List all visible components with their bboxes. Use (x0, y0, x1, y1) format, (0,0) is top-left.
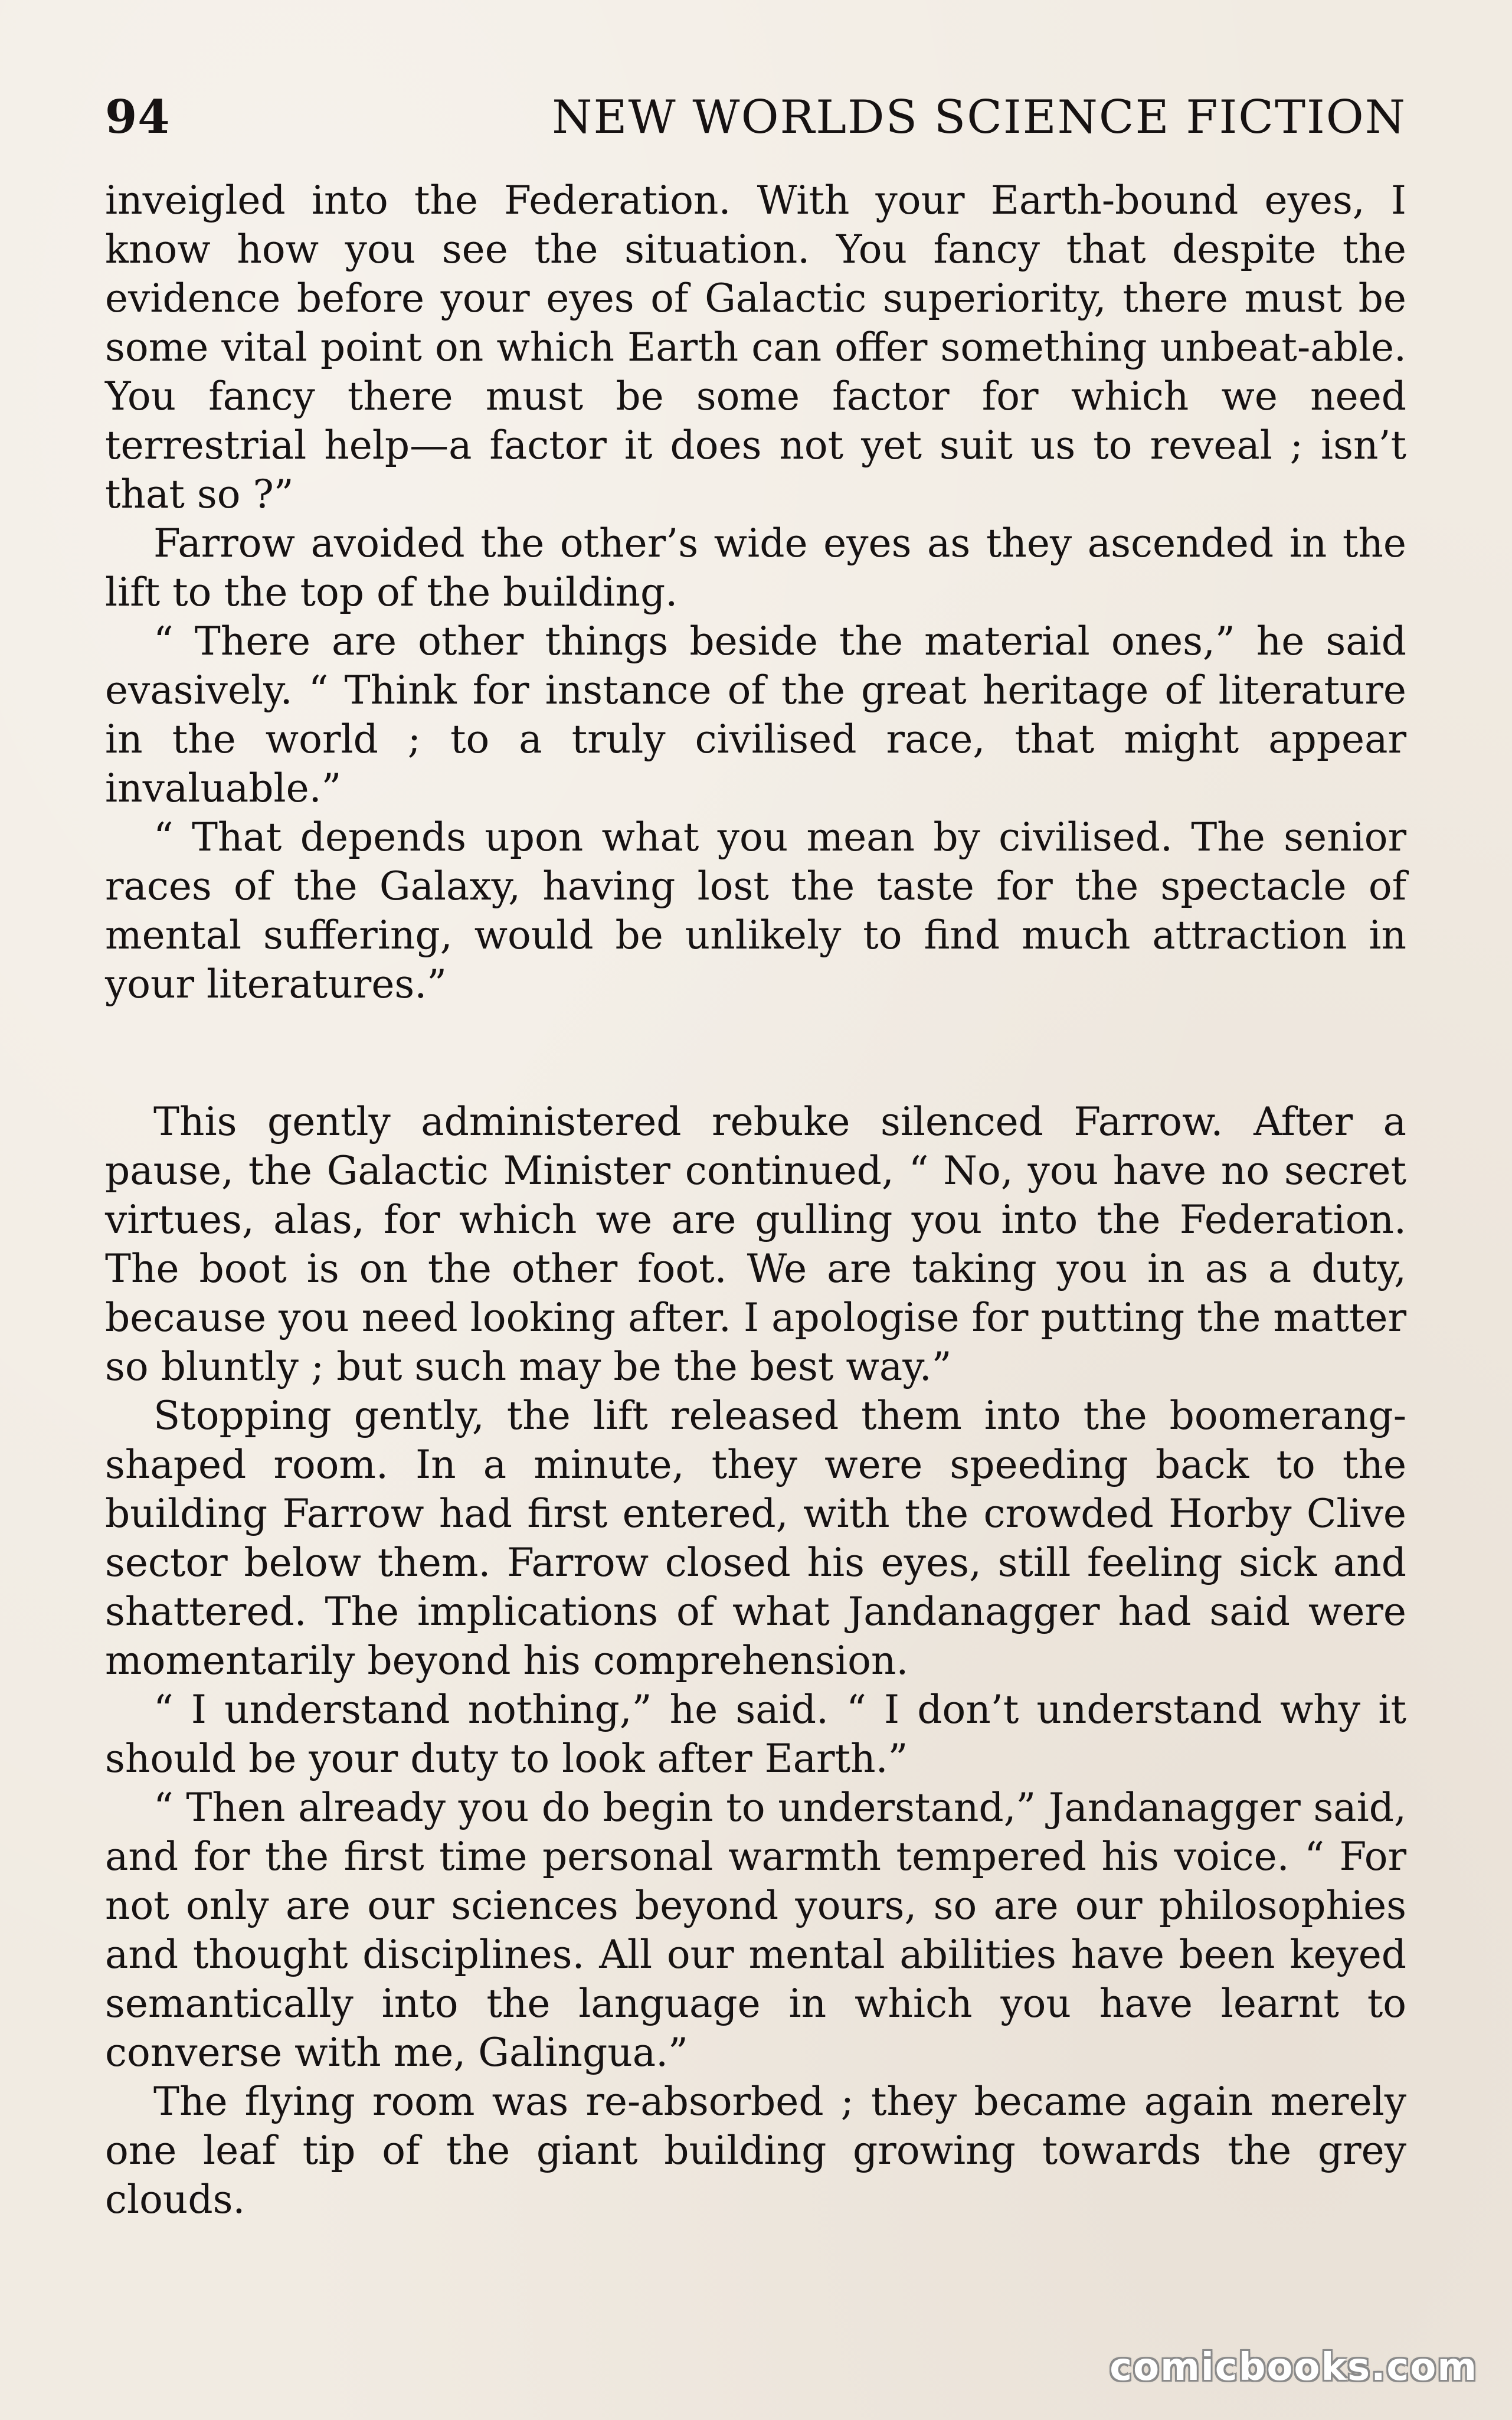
paragraph: Stopping gently, the lift released them into the boomerang-shaped room. In a minute, they were speeding back to the building Farrow had first entered, with the crowded Horby Clive sector below them. Farrow closed his eyes, still feeling sick and shattered. The implications of what Jandanagger had said were momentarily beyond his comprehension. (105, 1393, 1406, 1683)
paragraph: “ That depends upon what you mean by civilised. The senior races of the Galaxy, having lost the taste for the spectacle of mental suffering, would be unlikely to find much attraction in your literatures.” (105, 815, 1406, 1007)
paragraph: “ There are other things beside the material ones,” he said evasively. “ Think for instance of the great heritage of literature in the world ; to a truly civilised race, that might appear invaluable.” (105, 619, 1406, 811)
running-head (105, 90, 1406, 144)
site-watermark: comicbooks.com (1110, 2346, 1478, 2389)
paragraph: “ I understand nothing,” he said. “ I don’t understand why it should be your duty to look after Earth.” (105, 1687, 1406, 1781)
book-page (105, 90, 1406, 2326)
magazine-title: NEW WORLDS SCIENCE FICTION (552, 91, 1406, 144)
paragraph: Farrow avoided the other’s wide eyes as they ascended in the lift to the top of the building. (105, 521, 1406, 615)
paragraph: The flying room was re-absorbed ; they became again merely one leaf tip of the giant building growing towards the grey clouds. (105, 2079, 1406, 2222)
section-break (105, 1009, 1406, 1097)
page-number: 94 (105, 90, 171, 144)
paragraph: This gently administered rebuke silenced Farrow. After a pause, the Galactic Minister continued, “ No, you have no secret virtues, alas, for which we are gulling you into the Federation. The boot is on the other foot. We are taking you in as a duty, because you need looking after. I apologise for putting the matter so bluntly ; but such may be the best way.” (105, 1099, 1406, 1389)
story-text (105, 176, 1406, 2224)
paragraph: inveigled into the Federation. With your Earth-bound eyes, I know how you see the situation. You fancy that despite the evidence before your eyes of Galactic superiority, there must be some vital point on which Earth can offer something unbeat-able. You fancy there must be some factor for which we need terrestrial help—a factor it does not yet suit us to reveal ; isn’t that so ?” (105, 178, 1406, 517)
paragraph: “ Then already you do begin to understand,” Jandanagger said, and for the first time personal warmth tempered his voice. “ For not only are our sciences beyond yours, so are our philosophies and thought disciplines. All our mental abilities have been keyed semantically into the language in which you have learnt to converse with me, Galingua.” (105, 1785, 1406, 2075)
